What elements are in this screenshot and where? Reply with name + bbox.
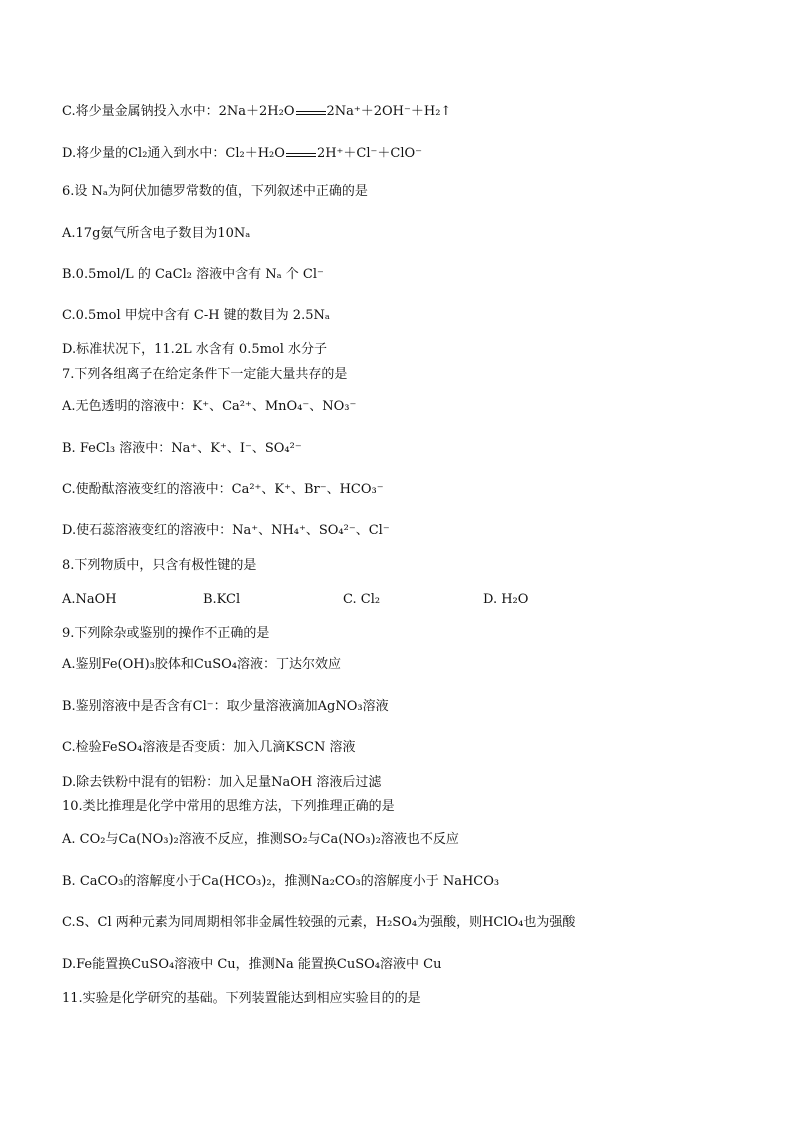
text-line — [62, 103, 451, 121]
answer-option: A.NaOH — [62, 592, 117, 607]
line-text: 6.设 Nₐ为阿伏加德罗常数的值，下列叙述中正确的是 — [62, 184, 368, 199]
answer-option: B.KCl — [203, 592, 241, 607]
text-line — [62, 266, 324, 284]
line-text: 8.下列物质中，只含有极性键的是 — [62, 558, 257, 573]
line-text: B.鉴别溶液中是否含有Cl⁻：取少量溶液滴加AgNO₃溶液 — [62, 699, 389, 714]
text-line — [62, 990, 421, 1008]
text-line — [62, 831, 459, 849]
text-line — [62, 440, 302, 458]
line-text: A. CO₂与Ca(NO₃)₂溶液不反应，推测SO₂与Ca(NO₃)₂溶液也不反应 — [62, 832, 459, 847]
text-line — [62, 183, 368, 201]
line-text: 9.下列除杂或鉴别的操作不正确的是 — [62, 626, 270, 641]
line-text: D.使石蕊溶液变红的溶液中：Na⁺、NH₄⁺、SO₄²⁻、Cl⁻ — [62, 523, 390, 538]
line-text: D.Fe能置换CuSO₄溶液中 Cu，推测Na 能置换CuSO₄溶液中 Cu — [62, 957, 442, 972]
line-text: B. CaCO₃的溶解度小于Ca(HCO₃)₂，推测Na₂CO₃的溶解度小于 NaHCO₃ — [62, 874, 500, 889]
text-line — [62, 625, 269, 643]
line-text: A.17g氨气所含电子数目为10Nₐ — [62, 226, 251, 241]
line-text: C.检验FeSO₄溶液是否变质：加入几滴KSCN 溶液 — [62, 740, 356, 755]
line-text: 7.下列各组离子在给定条件下一定能大量共存的是 — [62, 367, 348, 382]
equals-sign-icon — [285, 145, 317, 163]
line-text: 10.类比推理是化学中常用的思维方法，下列推理正确的是 — [62, 799, 395, 814]
line-text: C.S、Cl 两种元素为同周期相邻非金属性较强的元素，H₂SO₄为强酸，则HClO₄也为强酸 — [62, 915, 576, 930]
line-text: D.将少量的Cl₂通入到水中：Cl₂＋H₂O — [62, 146, 285, 161]
text-line — [62, 341, 327, 359]
line-text: A.无色透明的溶液中：K⁺、Ca²⁺、MnO₄⁻、NO₃⁻ — [62, 399, 357, 414]
line-text: B. FeCl₃ 溶液中：Na⁺、K⁺、I⁻、SO₄²⁻ — [62, 441, 302, 456]
line-text: 11.实验是化学研究的基础。下列装置能达到相应实验目的的是 — [62, 991, 421, 1006]
line-text: B.0.5mol/L 的 CaCl₂ 溶液中含有 Nₐ 个 Cl⁻ — [62, 267, 324, 282]
text-line — [62, 774, 381, 792]
text-line — [62, 873, 499, 891]
text-line — [62, 145, 422, 163]
text-line — [62, 656, 341, 674]
line-text: C.将少量金属钠投入水中：2Na＋2H₂O — [62, 104, 295, 119]
line-text-after: 2H⁺＋Cl⁻＋ClO⁻ — [316, 146, 422, 161]
text-line — [62, 798, 395, 816]
text-line — [62, 914, 575, 932]
text-line — [62, 557, 256, 575]
text-line — [62, 398, 356, 416]
text-line — [62, 698, 389, 716]
text-line — [62, 481, 384, 499]
answer-option: C. Cl₂ — [343, 592, 381, 607]
equals-sign-icon — [295, 103, 327, 121]
text-line — [62, 739, 355, 757]
line-text-after: 2Na⁺＋2OH⁻＋H₂↑ — [326, 104, 452, 119]
text-line — [62, 956, 441, 974]
text-line — [62, 522, 390, 540]
line-text: D.除去铁粉中混有的铝粉：加入足量NaOH 溶液后过滤 — [62, 775, 382, 790]
text-line — [62, 366, 347, 384]
answer-option: D. H₂O — [483, 592, 529, 607]
line-text: A.鉴别Fe(OH)₃胶体和CuSO₄溶液：丁达尔效应 — [62, 657, 341, 672]
text-line — [62, 307, 330, 325]
line-text: C.0.5mol 甲烷中含有 C-H 键的数目为 2.5Nₐ — [62, 308, 330, 323]
line-text: C.使酚酞溶液变红的溶液中：Ca²⁺、K⁺、Br⁻、HCO₃⁻ — [62, 482, 384, 497]
line-text: D.标准状况下，11.2L 水含有 0.5mol 水分子 — [62, 342, 328, 357]
text-line — [62, 225, 250, 243]
